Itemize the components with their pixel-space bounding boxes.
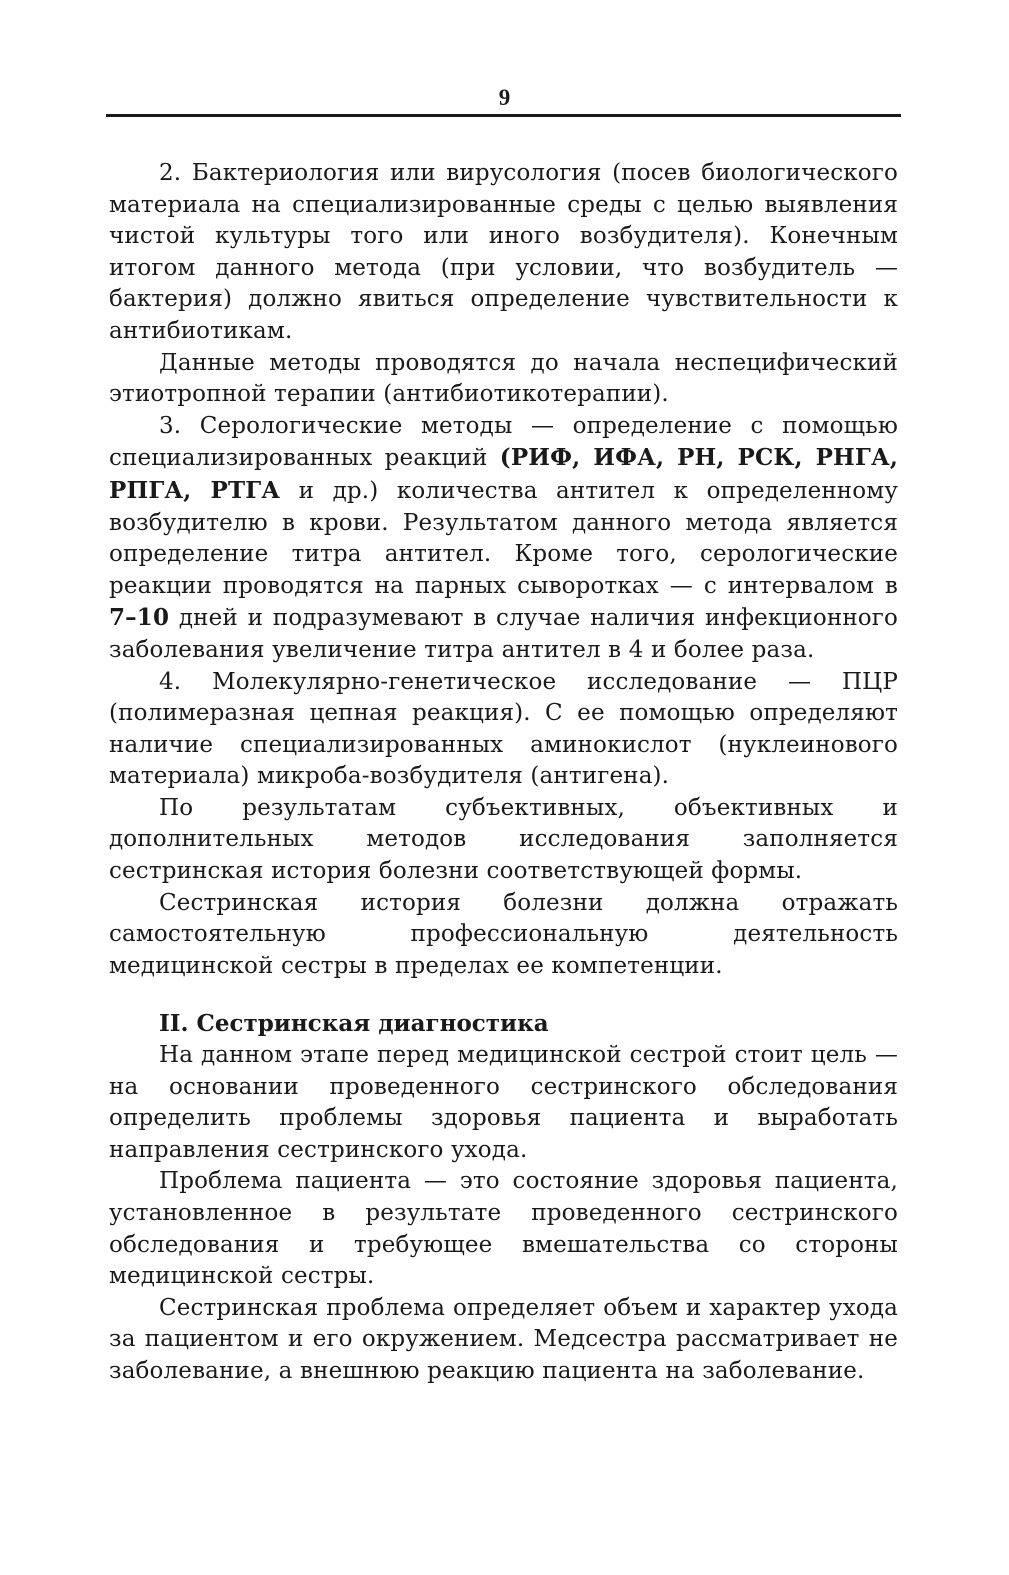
- serology-interval: 7–10: [109, 604, 170, 632]
- serology-text-3: дней и подразумевают в случае наличия инфекционного заболевания увеличение титра антител в 4 и более раза.: [109, 605, 898, 663]
- serology-reactions-list: (РИФ, ИФА, РН, РСК, РНГА, РПГА, РТГА: [109, 444, 898, 504]
- paragraph-results: По результатам субъективных, объективных и дополнительных методов исследования заполняется сестринская история болезни соответствующей формы.: [109, 794, 898, 885]
- paragraph-serology: [109, 411, 898, 667]
- body-text: [109, 158, 898, 1388]
- page-number: 9: [498, 85, 511, 110]
- section-heading-diagnostics: II. Сестринская диагностика: [159, 1010, 549, 1038]
- section-spacer: [109, 982, 898, 1008]
- serology-text-1: 3. Серологические методы — определение с помощью специализированных реакций: [109, 412, 898, 472]
- paragraph-molecular-genetic: 4. Молекулярно-генетическое исследование — ПЦР (полимеразная цепная реакция). С ее помощью определяют наличие специализированных аминокислот (нуклеинового материала) микроба-возбудителя (антигена).: [109, 668, 898, 790]
- paragraph-methods-timing: Данные методы проводятся до начала неспецифический этиотропной терапии (антибиотикотерапии).: [109, 349, 898, 408]
- paragraph-patient-problem: Проблема пациента — это состояние здоровья пациента, установленное в результате проведенного сестринского обследования и требующее вмешательства со стороны медицинской сестры.: [109, 1168, 898, 1290]
- paragraph-nursing-history: Сестринская история болезни должна отражать самостоятельную профессиональную деятельность медицинской сестры в пределах ее компетенции.: [109, 889, 898, 979]
- header-rule: [106, 114, 901, 117]
- serology-text-2: и др.) количества антител к определенному возбудителю в крови. Результатом данного метода является определение титра антител. Кроме того, серологические реакции проводятся на парных сыворотках — с интервалом в: [109, 477, 899, 599]
- paragraph-stage-goal: На данном этапе перед медицинской сестрой стоит цель — на основании проведенного сестринского обследования определить проблемы здоровья пациента и выработать направления сестринского ухода.: [109, 1042, 898, 1163]
- paragraph-nursing-problem: Сестринская проблема определяет объем и характер ухода за пациентом и его окружением. Медсестра рассматривает не заболевание, а внешнюю реакцию пациента на заболевание.: [109, 1294, 898, 1384]
- paragraph-bacteriology: 2. Бактериология или вирусология (посев биологического материала на специализированные среды с целью выявления чистой культуры того или иного возбудителя). Конечным итогом данного метода (при условии, что возбудитель — бактерия) должно явиться определение чувствительности к антибиотикам.: [109, 160, 898, 344]
